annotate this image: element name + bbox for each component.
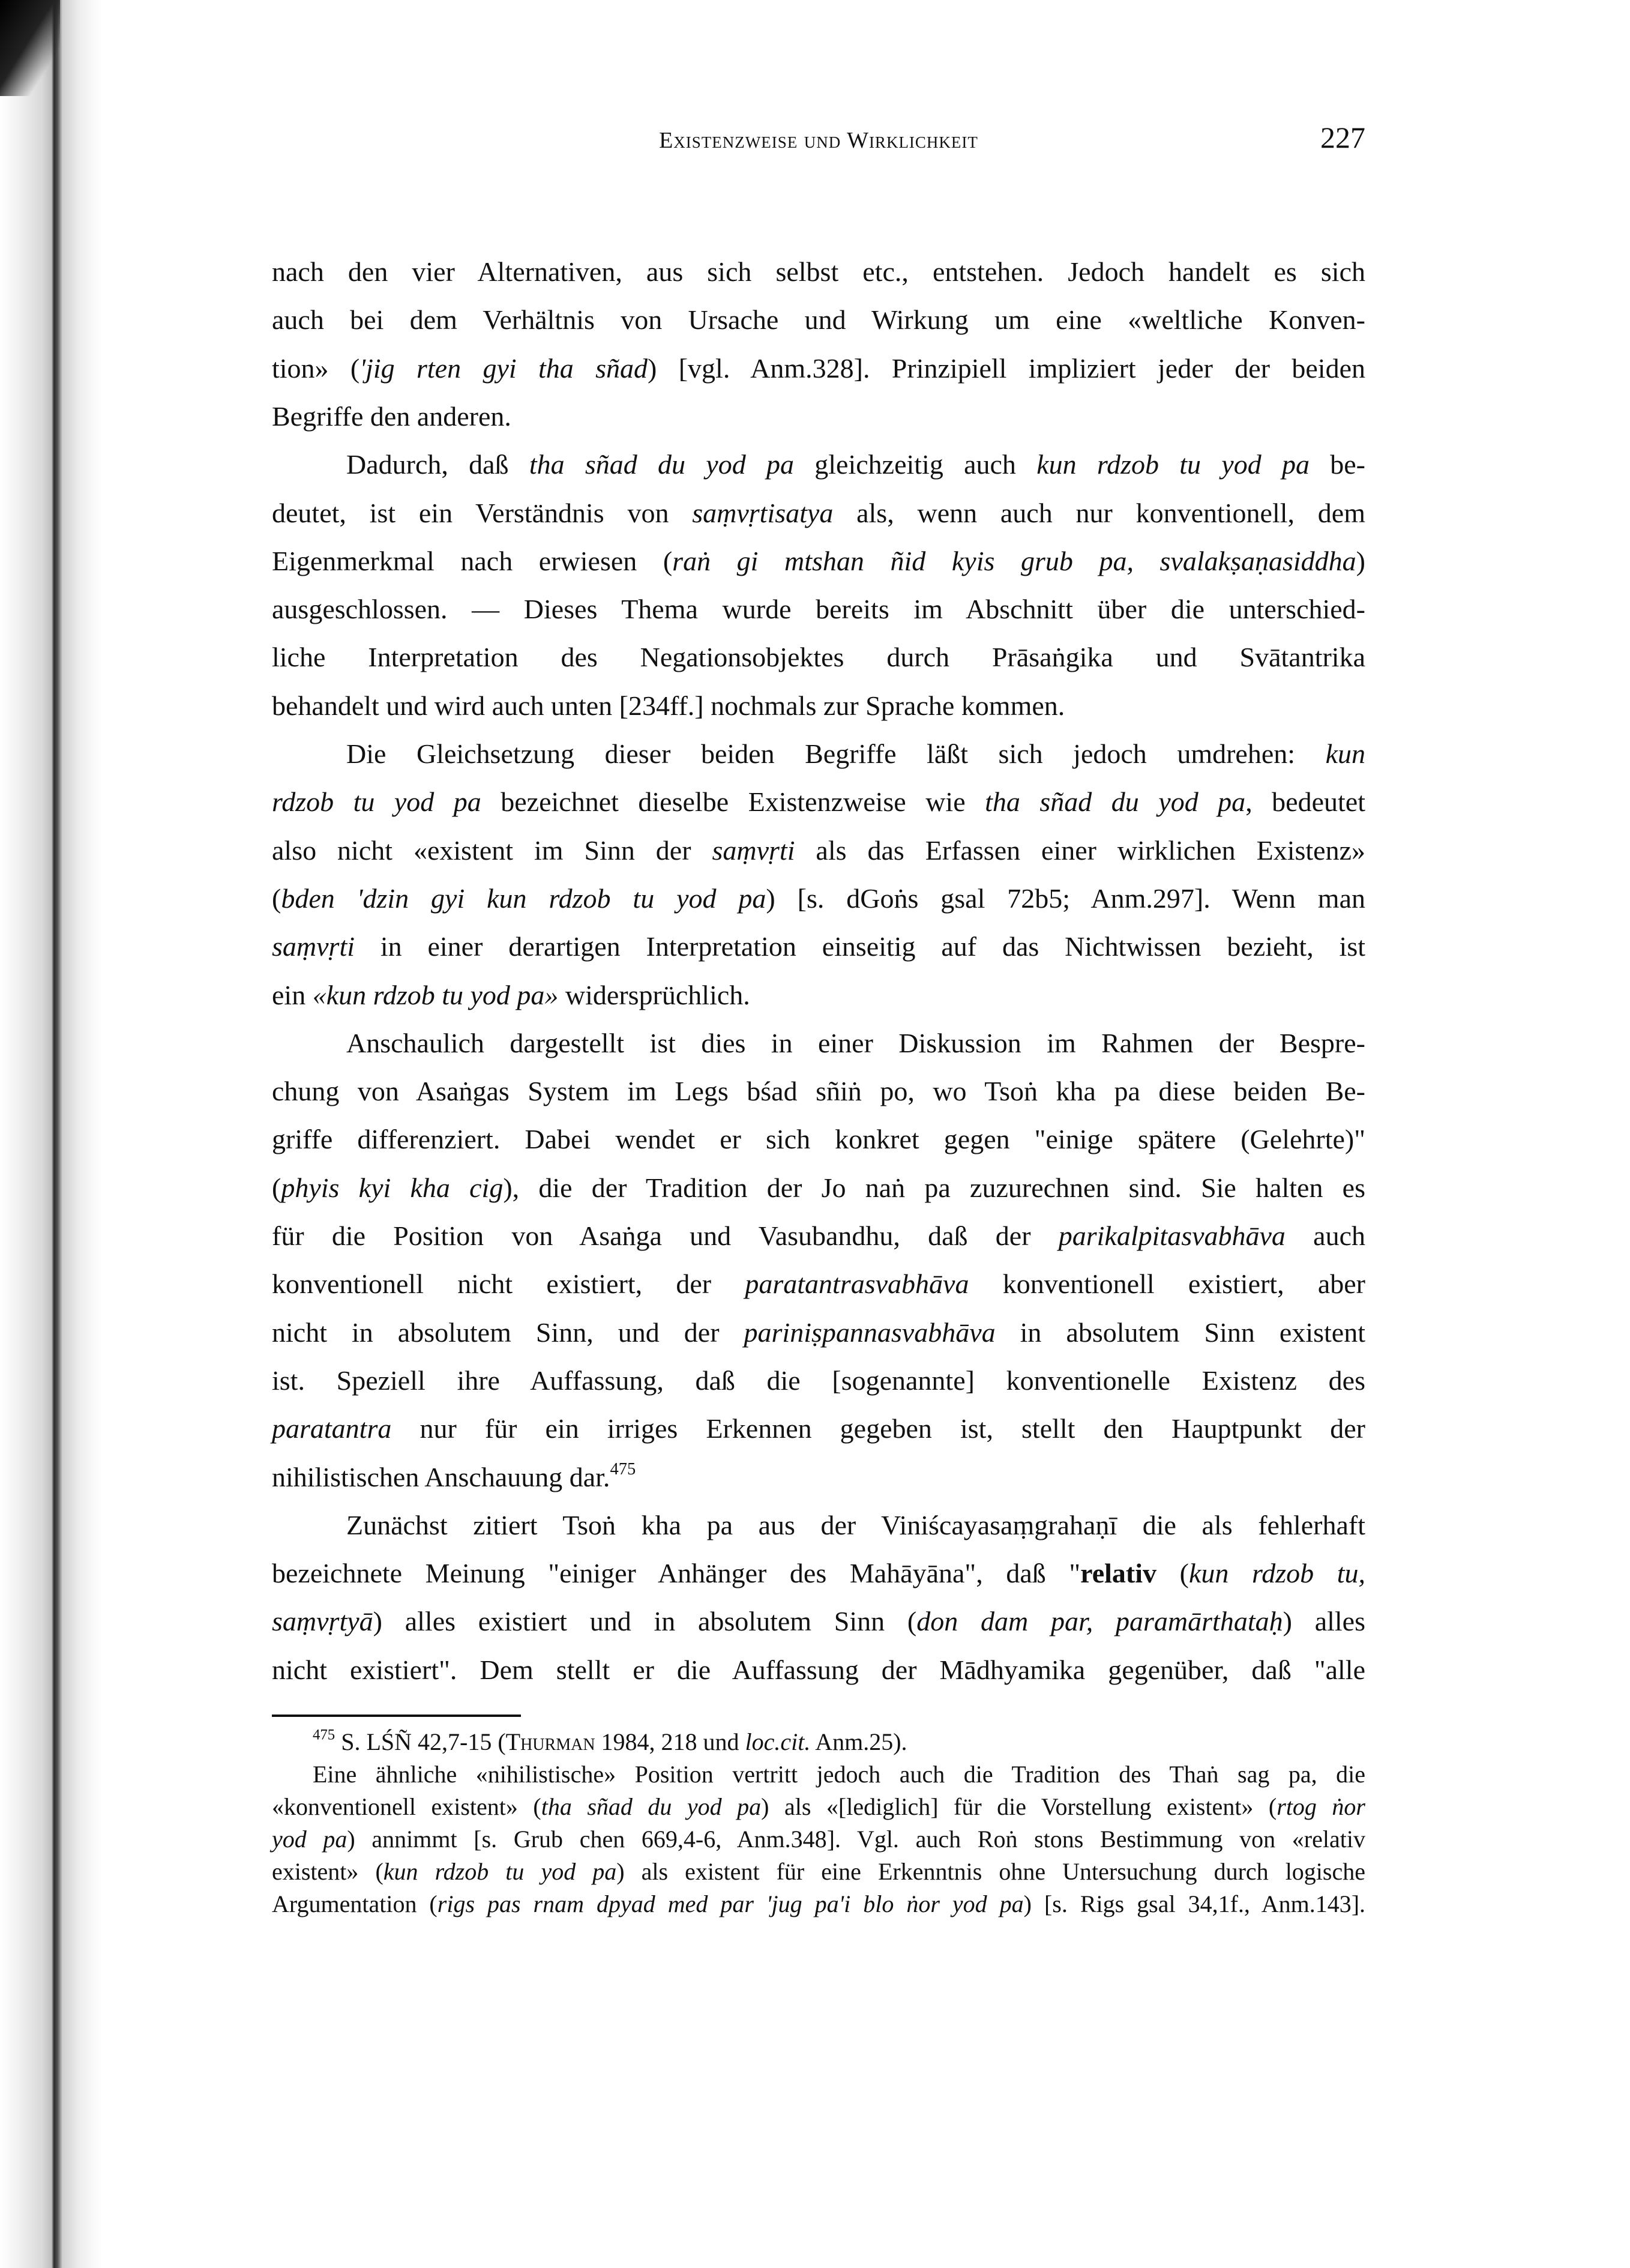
text-run: Thurman	[505, 1728, 595, 1755]
text-run: be-	[1309, 449, 1365, 480]
text-run: Die Gleichsetzung dieser beiden Begriffe läßt sich jedoch umdrehen:	[346, 738, 1326, 769]
text-run: ) als «[lediglich] für die Vorstellung existent» (	[761, 1793, 1277, 1820]
text-run: also nicht «existent im Sinn der	[272, 834, 712, 866]
text-run: in absolutem Sinn existent	[995, 1316, 1365, 1348]
body-text-line	[272, 585, 1365, 633]
body-text-line	[272, 393, 1365, 441]
body-text-line	[272, 1597, 1365, 1645]
text-run: Anm.25).	[810, 1728, 907, 1755]
italic-term: tha sñad du yod pa	[541, 1793, 762, 1820]
text-run: nicht in absolutem Sinn, und der	[272, 1316, 744, 1348]
body-text-line	[272, 971, 1365, 1019]
body-text-line	[272, 1260, 1365, 1308]
text-run: in einer derartigen Interpretation einseitig auf das Nichtwissen bezieht, ist	[355, 931, 1365, 962]
italic-term: saṃvṛtyā	[272, 1606, 373, 1637]
page-header	[272, 120, 1365, 162]
text-run: «konventionell existent» (	[272, 1793, 541, 1820]
body-text-line	[272, 489, 1365, 537]
text-run: auch	[1285, 1220, 1365, 1251]
footnote-line	[272, 1726, 1365, 1758]
body-text-line	[272, 248, 1365, 296]
text-run: existent» (	[272, 1858, 383, 1885]
italic-term: rtog ṅor	[1277, 1793, 1365, 1820]
body-text-line	[272, 778, 1365, 826]
footnote-reference: 475	[610, 1459, 636, 1479]
body-text-line	[272, 1019, 1365, 1067]
body-text-line	[272, 1453, 1365, 1501]
text-run: Zunächst zitiert Tsoṅ kha pa aus der Viniścayasaṃgrahaṇī die als fehlerhaft	[346, 1509, 1365, 1540]
body-text-line	[272, 1164, 1365, 1212]
footnote-separator	[272, 1715, 521, 1717]
italic-term: tha sñad du yod pa	[529, 449, 794, 480]
text-run: Eigenmerkmal nach erwiesen (	[272, 545, 673, 576]
body-text-line	[272, 1309, 1365, 1357]
text-run: ) annimmt [s. Grub chen 669,4-6, Anm.348]. Vgl. auch Roṅ stons Bestimmung von «relativ	[347, 1826, 1365, 1853]
footnote-line	[272, 1791, 1365, 1823]
italic-term: saṃvṛti	[272, 931, 355, 962]
body-text-line	[272, 827, 1365, 875]
running-title: Existenzweise und Wirklichkeit	[659, 128, 978, 153]
text-run: bezeichnete Meinung "einiger Anhänger des Mahāyāna", daß "	[272, 1558, 1081, 1589]
text-run: relativ	[1080, 1558, 1157, 1589]
text-run: widersprüchlich.	[558, 979, 750, 1010]
text-run: S. LŚÑ 42,7-15 (	[335, 1728, 506, 1755]
italic-term: tha sñad du yod pa	[985, 786, 1246, 818]
body-text-line	[272, 1501, 1365, 1549]
text-run: Begriffe den anderen.	[272, 400, 511, 432]
body-text-line	[272, 1067, 1365, 1115]
body-text-line	[272, 923, 1365, 971]
footnote-line	[272, 1823, 1365, 1856]
text-run: deutet, ist ein Verständnis von	[272, 497, 693, 528]
body-text-line	[272, 730, 1365, 778]
text-run: Eine ähnliche «nihilistische» Position vertritt jedoch auch die Tradition des Thaṅ sag pa, die	[313, 1761, 1365, 1788]
text-run: (	[272, 1172, 281, 1203]
body-text-line	[272, 1212, 1365, 1260]
body-text-line	[272, 1646, 1365, 1694]
text-run: konventionell nicht existiert, der	[272, 1268, 745, 1300]
text-run: nicht existiert". Dem stellt er die Auffassung der Mādhyamika gegenüber, daß "alle	[272, 1654, 1365, 1685]
text-run: ) [vgl. Anm.328]. Prinzipiell impliziert jeder der beiden	[648, 352, 1365, 384]
italic-term: raṅ gi mtshan ñid kyis grub pa, svalakṣaṇasiddha	[672, 545, 1356, 576]
text-run: ) alles existiert und in absolutem Sinn (	[373, 1606, 917, 1637]
text-run: gleichzeitig auch	[794, 449, 1037, 480]
text-run: tion» (	[272, 352, 360, 384]
body-text-line	[272, 441, 1365, 489]
text-run: ausgeschlossen. — Dieses Thema wurde bereits im Abschnitt über die unterschied-	[272, 594, 1365, 625]
text-run: (	[1156, 1558, 1189, 1589]
text-run: liche Interpretation des Negationsobjektes durch Prāsaṅgika und Svātantrika	[272, 642, 1365, 673]
body-text-line	[272, 1115, 1365, 1163]
body-text-line	[272, 1405, 1365, 1453]
italic-term: yod pa	[272, 1826, 347, 1853]
text-run: nach den vier Alternativen, aus sich selbst etc., entstehen. Jedoch handelt es sich	[272, 256, 1365, 287]
italic-term: kun	[1325, 738, 1365, 769]
text-run: ) als existent für eine Erkenntnis ohne Untersuchung durch logische	[616, 1858, 1365, 1885]
italic-term: paratantra	[272, 1413, 392, 1444]
text-run: )	[1356, 545, 1365, 576]
italic-term: paratantrasvabhāva	[745, 1268, 969, 1300]
body-text-line	[272, 633, 1365, 681]
italic-term: phyis kyi kha cig	[281, 1172, 504, 1203]
body-text-line	[272, 345, 1365, 393]
italic-term: rigs pas rnam dpyad med par 'jug pa'i blo ṅor yod pa	[437, 1890, 1024, 1917]
text-run: als das Erfassen einer wirklichen Existenz»	[795, 834, 1365, 866]
text-run: 1984, 218 und	[595, 1728, 745, 1755]
text-run: ist. Speziell ihre Auffassung, daß die [sogenannte] konventionelle Existenz des	[272, 1365, 1365, 1396]
body-text-line	[272, 682, 1365, 730]
text-run: ) [s. Rigs gsal 34,1f., Anm.143].	[1023, 1890, 1366, 1917]
footnote-line	[272, 1856, 1365, 1888]
text-run: für die Position von Asaṅga und Vasubandhu, daß der	[272, 1220, 1059, 1251]
italic-term: «kun rdzob tu yod pa»	[312, 979, 559, 1010]
italic-term: rdzob tu yod pa	[272, 786, 481, 818]
text-run: griffe differenziert. Dabei wendet er sich konkret gegen "einige spätere (Gelehrte)"	[272, 1124, 1365, 1155]
italic-term: pariniṣpannasvabhāva	[744, 1316, 996, 1348]
text-run: ein	[272, 979, 313, 1010]
italic-term: saṃvṛtisatya	[692, 497, 834, 528]
text-run: behandelt und wird auch unten [234ff.] nochmals zur Sprache kommen.	[272, 690, 1065, 721]
scan-binding-shadow	[0, 0, 102, 2268]
text-run: ), die der Tradition der Jo naṅ pa zuzurechnen sind. Sie halten es	[503, 1172, 1366, 1203]
italic-term: kun rdzob tu,	[1188, 1558, 1365, 1589]
italic-term: don dam par, paramārthataḥ	[916, 1606, 1283, 1637]
italic-term: kun rdzob tu yod pa	[1036, 449, 1310, 480]
text-run: nur für ein irriges Erkennen gegeben ist, stellt den Hauptpunkt der	[391, 1413, 1365, 1444]
scan-corner-shadow	[0, 0, 60, 96]
page-number: 227	[1320, 121, 1365, 154]
text-run: ) alles	[1283, 1606, 1365, 1637]
text-run: Dadurch, daß	[346, 449, 529, 480]
text-run: nihilistischen Anschauung dar.	[272, 1461, 610, 1492]
italic-term: bden 'dzin gyi kun rdzob tu yod pa	[281, 882, 766, 914]
text-run: bezeichnet dieselbe Existenzweise wie	[481, 786, 985, 818]
italic-term: parikalpitasvabhāva	[1058, 1220, 1286, 1251]
text-run: auch bei dem Verhältnis von Ursache und Wirkung um eine «weltliche Konven-	[272, 304, 1365, 336]
body-text-line	[272, 875, 1365, 923]
body-text-line	[272, 537, 1365, 585]
italic-term: kun rdzob tu yod pa	[383, 1858, 617, 1885]
text-run: , bedeutet	[1245, 786, 1365, 818]
body-text-line	[272, 1549, 1365, 1597]
text-run: ) [s. dGoṅs gsal 72b5; Anm.297]. Wenn man	[766, 882, 1365, 914]
footnote-line	[272, 1758, 1365, 1791]
body-text-line	[272, 296, 1365, 344]
footnote-reference: 475	[313, 1727, 335, 1743]
footnote-line	[272, 1888, 1365, 1920]
italic-term: 'jig rten gyi tha sñad	[359, 352, 648, 384]
text-run: Anschaulich dargestellt ist dies in einer Diskussion im Rahmen der Bespre-	[346, 1027, 1365, 1058]
italic-term: saṃvṛti	[712, 834, 795, 866]
italic-term: loc.cit.	[745, 1728, 811, 1755]
text-run: chung von Asaṅgas System im Legs bśad sñiṅ po, wo Tsoṅ kha pa diese beiden Be-	[272, 1076, 1365, 1107]
text-run: konventionell existiert, aber	[969, 1268, 1365, 1300]
text-run: als, wenn auch nur konventionell, dem	[833, 497, 1365, 528]
text-run: (	[272, 882, 281, 914]
body-text-line	[272, 1357, 1365, 1405]
text-run: Argumentation (	[272, 1890, 438, 1917]
